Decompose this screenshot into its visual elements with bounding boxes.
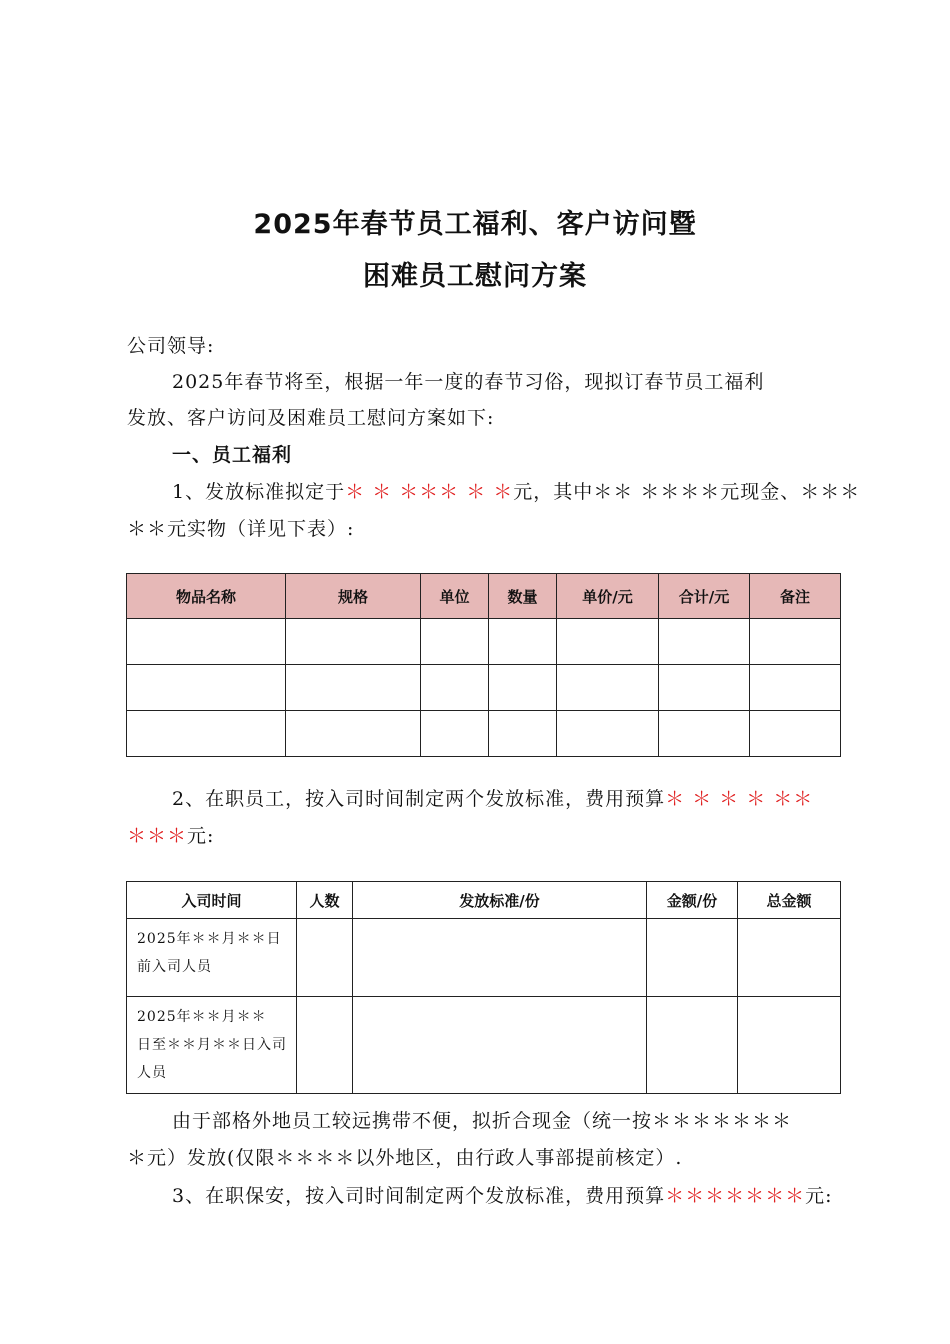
welfare-items-table: [126, 573, 841, 757]
p2-red-amount-b: ＊＊＊: [127, 825, 188, 847]
p4-text-b: 元:: [805, 1185, 833, 1207]
header-remark: 备注: [750, 574, 841, 619]
p2-text-a: 2、在职员工，按入司时间制定两个发放标准，费用预算: [172, 788, 666, 810]
table-cell: [659, 619, 750, 665]
table-cell: [647, 919, 738, 997]
table-row: [127, 919, 841, 997]
table-cell: [297, 997, 353, 1094]
intro-line-2: 发放、客户访问及困难员工慰问方案如下:: [127, 407, 495, 429]
paragraph-4-line-1: [127, 1181, 884, 1208]
table-cell: [286, 619, 421, 665]
paragraph-1-line-2: ＊＊元实物（详见下表）:: [127, 518, 355, 540]
table-cell: [557, 619, 659, 665]
table-cell: [738, 919, 841, 997]
table-cell: [489, 711, 557, 757]
table-cell: [557, 711, 659, 757]
table-cell: [489, 619, 557, 665]
header-unit-price: 单价/元: [557, 574, 659, 619]
table-cell: [127, 619, 286, 665]
table-cell: [750, 665, 841, 711]
paragraph-3-line-2: ＊元）发放(仅限＊＊＊＊以外地区，由行政人事部提前核定）.: [127, 1147, 683, 1169]
table-row: [127, 665, 841, 711]
header-quantity: 数量: [489, 574, 557, 619]
header-join-time: 入司时间: [127, 882, 297, 919]
p2-red-amount-a: ＊ ＊ ＊ ＊ ＊＊: [665, 788, 814, 810]
join-period-cell: [127, 919, 297, 997]
p2-text-b: 元:: [187, 825, 215, 847]
table-row: [127, 619, 841, 665]
header-standard: 发放标准/份: [353, 882, 647, 919]
table-cell: [286, 711, 421, 757]
table-cell: [353, 919, 647, 997]
p1-red-amount: ＊ ＊ ＊＊＊ ＊ ＊: [345, 481, 514, 503]
paragraph-2-line-2: [127, 821, 839, 848]
header-headcount: 人数: [297, 882, 353, 919]
document-title-line2: 困难员工慰问方案: [363, 261, 587, 292]
table-cell: [127, 711, 286, 757]
table-header-row: [127, 882, 841, 919]
period-line: 人员: [137, 1065, 167, 1081]
table-cell: [127, 665, 286, 711]
table-cell: [750, 619, 841, 665]
period-line: 2025年＊＊月＊＊日: [137, 931, 282, 947]
table-header-row: [127, 574, 841, 619]
header-amount-per: 金额/份: [647, 882, 738, 919]
table-cell: [659, 665, 750, 711]
p4-red-amount: ＊＊＊＊＊＊＊: [665, 1185, 806, 1207]
p4-text-a: 3、在职保安，按入司时间制定两个发放标准，费用预算: [172, 1185, 666, 1207]
p1-text-b: 元，其中＊＊ ＊＊＊＊元现金、＊＊＊: [513, 481, 861, 503]
table-row: [127, 711, 841, 757]
join-period-cell: [127, 997, 297, 1094]
salutation: 公司领导:: [127, 335, 215, 357]
table-cell: [647, 997, 738, 1094]
table-row: [127, 997, 841, 1094]
paragraph-1-line-1: [127, 477, 884, 504]
table-cell: [557, 665, 659, 711]
table-cell: [659, 711, 750, 757]
header-total-amount: 总金额: [738, 882, 841, 919]
period-line: 前入司人员: [137, 959, 212, 975]
document-title-line1: 2025年春节员工福利、客户访问暨: [253, 209, 697, 240]
intro-line-1: 2025年春节将至，根据一年一度的春节习俗，现拟订春节员工福利: [172, 371, 765, 393]
table-cell: [297, 919, 353, 997]
table-cell: [421, 711, 489, 757]
header-spec: 规格: [286, 574, 421, 619]
table-cell: [353, 997, 647, 1094]
table-cell: [421, 619, 489, 665]
section1-heading: 一、员工福利: [172, 444, 293, 466]
table-cell: [421, 665, 489, 711]
paragraph-2-line-1: [127, 784, 884, 811]
table-cell: [489, 665, 557, 711]
header-item-name: 物品名称: [127, 574, 286, 619]
p1-text-a: 1、发放标准拟定于: [172, 481, 346, 503]
period-line: 2025年＊＊月＊＊: [137, 1009, 267, 1025]
header-total: 合计/元: [659, 574, 750, 619]
staff-standard-table: [126, 881, 841, 1094]
table-cell: [750, 711, 841, 757]
table-cell: [738, 997, 841, 1094]
paragraph-3-line-1: 由于部格外地员工较远携带不便，拟折合现金（统一按＊＊＊＊＊＊＊: [172, 1110, 793, 1132]
header-unit: 单位: [421, 574, 489, 619]
period-line: 日至＊＊月＊＊日入司: [137, 1037, 287, 1053]
table-cell: [286, 665, 421, 711]
